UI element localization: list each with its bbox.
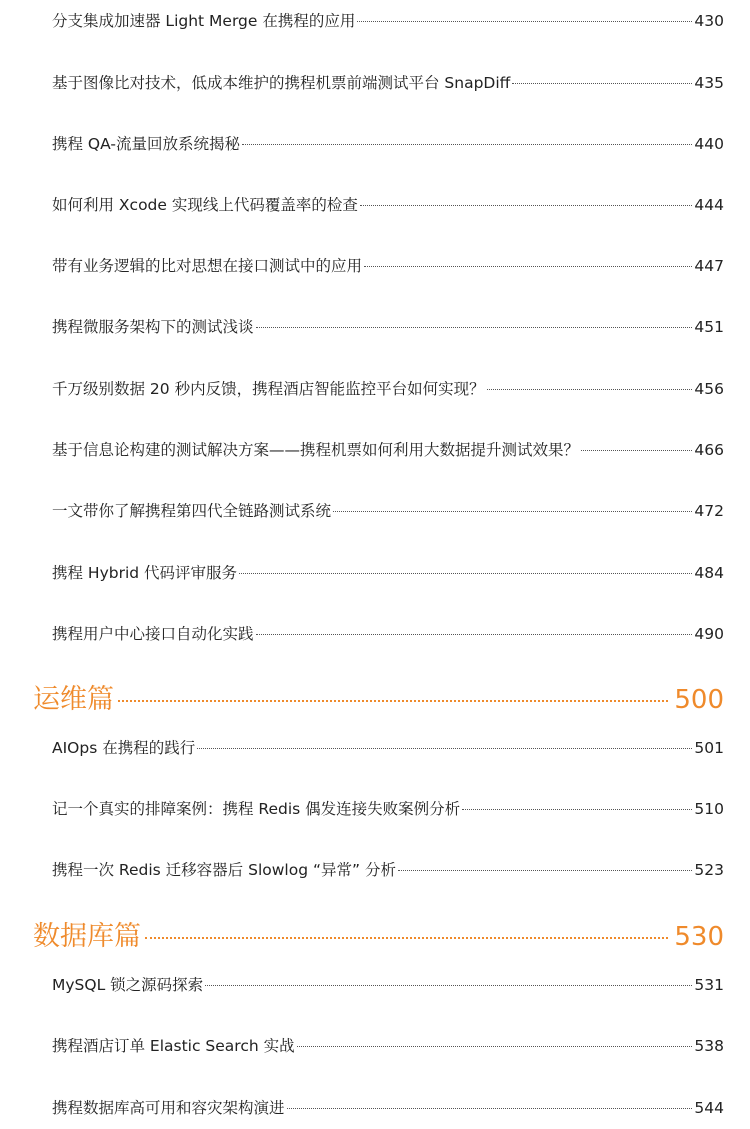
toc-entry[interactable] bbox=[52, 858, 724, 880]
toc-leader-dots bbox=[239, 573, 692, 574]
toc-entry-page: 466 bbox=[694, 441, 724, 459]
toc-leader-dots bbox=[512, 83, 692, 84]
toc-entry-title: 如何利用 Xcode 实现线上代码覆盖率的检查 bbox=[52, 196, 358, 214]
toc-entry[interactable] bbox=[52, 1096, 724, 1118]
toc-entry-title: 携程 QA-流量回放系统揭秘 bbox=[52, 135, 240, 153]
toc-entry-page: 531 bbox=[694, 976, 724, 994]
toc-entry-page: 501 bbox=[694, 739, 724, 757]
toc-entry[interactable] bbox=[52, 736, 724, 758]
toc-entry-title: 分支集成加速器 Light Merge 在携程的应用 bbox=[52, 12, 356, 30]
toc-entry-title: 带有业务逻辑的比对思想在接口测试中的应用 bbox=[52, 257, 363, 275]
toc-section-title: 运维篇 bbox=[33, 684, 114, 715]
toc-leader-dots bbox=[256, 327, 693, 328]
toc-section-heading[interactable] bbox=[33, 914, 724, 953]
toc-entry[interactable] bbox=[52, 315, 724, 337]
toc-leader-dots bbox=[364, 266, 692, 267]
toc-leader-dots bbox=[297, 1046, 693, 1047]
toc-entry[interactable] bbox=[52, 438, 724, 460]
toc-leader-dots bbox=[287, 1108, 693, 1109]
toc-entry-page: 451 bbox=[694, 318, 724, 336]
toc-entry-page: 472 bbox=[694, 502, 724, 520]
toc-section-page: 530 bbox=[674, 922, 724, 952]
toc-leader-dots bbox=[357, 21, 692, 22]
toc-section-heading[interactable] bbox=[33, 677, 724, 716]
toc-entry-title: MySQL 锁之源码探索 bbox=[52, 976, 204, 994]
toc-entry[interactable] bbox=[52, 377, 724, 399]
toc-entry-title: 携程一次 Redis 迁移容器后 Slowlog “异常” 分析 bbox=[52, 861, 396, 879]
toc-entry-title: 千万级别数据 20 秒内反馈，携程酒店智能监控平台如何实现？ bbox=[52, 380, 485, 398]
toc-entry-page: 440 bbox=[694, 135, 724, 153]
toc-leader-dots bbox=[333, 511, 692, 512]
toc-entry[interactable] bbox=[52, 622, 724, 644]
toc-entry-title: 基于信息论构建的测试解决方案——携程机票如何利用大数据提升测试效果？ bbox=[52, 441, 580, 459]
toc-entry[interactable] bbox=[52, 254, 724, 276]
toc-entry[interactable] bbox=[52, 71, 724, 93]
toc-entry-page: 544 bbox=[694, 1099, 724, 1117]
toc-entry-title: 记一个真实的排障案例：携程 Redis 偶发连接失败案例分析 bbox=[52, 800, 461, 818]
toc-section-title: 数据库篇 bbox=[33, 921, 141, 952]
toc-entry-page: 510 bbox=[694, 800, 724, 818]
toc-entry-page: 484 bbox=[694, 564, 724, 582]
toc-leader-dots bbox=[145, 937, 668, 939]
toc-leader-dots bbox=[398, 870, 692, 871]
toc-leader-dots bbox=[581, 450, 692, 451]
toc-entry-page: 444 bbox=[694, 196, 724, 214]
toc-entry-page: 490 bbox=[694, 625, 724, 643]
toc-entry[interactable] bbox=[52, 132, 724, 154]
toc-leader-dots bbox=[487, 389, 693, 390]
toc-entry[interactable] bbox=[52, 9, 724, 31]
toc-entry-title: 携程用户中心接口自动化实践 bbox=[52, 625, 254, 643]
toc-entry-title: 基于图像比对技术，低成本维护的携程机票前端测试平台 SnapDiff bbox=[52, 74, 511, 92]
toc-entry[interactable] bbox=[52, 193, 724, 215]
toc-entry-page: 523 bbox=[694, 861, 724, 879]
toc-entry-title: 携程 Hybrid 代码评审服务 bbox=[52, 564, 238, 582]
toc-entry-page: 456 bbox=[694, 380, 724, 398]
toc-section-page: 500 bbox=[674, 685, 724, 715]
toc-entry-title: 携程数据库高可用和容灾架构演进 bbox=[52, 1099, 285, 1117]
toc-entry-title: 一文带你了解携程第四代全链路测试系统 bbox=[52, 502, 332, 520]
toc-leader-dots bbox=[197, 748, 692, 749]
toc-entry-page: 430 bbox=[694, 12, 724, 30]
toc-entry[interactable] bbox=[52, 797, 724, 819]
toc-entry[interactable] bbox=[52, 561, 724, 583]
toc-leader-dots bbox=[205, 985, 692, 986]
toc-entry-page: 447 bbox=[694, 257, 724, 275]
toc-entry-page: 538 bbox=[694, 1037, 724, 1055]
toc-leader-dots bbox=[360, 205, 693, 206]
toc-entry-page: 435 bbox=[694, 74, 724, 92]
toc-entry[interactable] bbox=[52, 499, 724, 521]
toc-leader-dots bbox=[256, 634, 693, 635]
toc-entry[interactable] bbox=[52, 973, 724, 995]
toc-entry-title: AIOps 在携程的践行 bbox=[52, 739, 196, 757]
toc-entry[interactable] bbox=[52, 1034, 724, 1056]
toc-entry-title: 携程微服务架构下的测试浅谈 bbox=[52, 318, 254, 336]
toc-entry-title: 携程酒店订单 Elastic Search 实战 bbox=[52, 1037, 295, 1055]
toc-leader-dots bbox=[242, 144, 692, 145]
toc-leader-dots bbox=[462, 809, 692, 810]
toc-leader-dots bbox=[118, 700, 668, 702]
